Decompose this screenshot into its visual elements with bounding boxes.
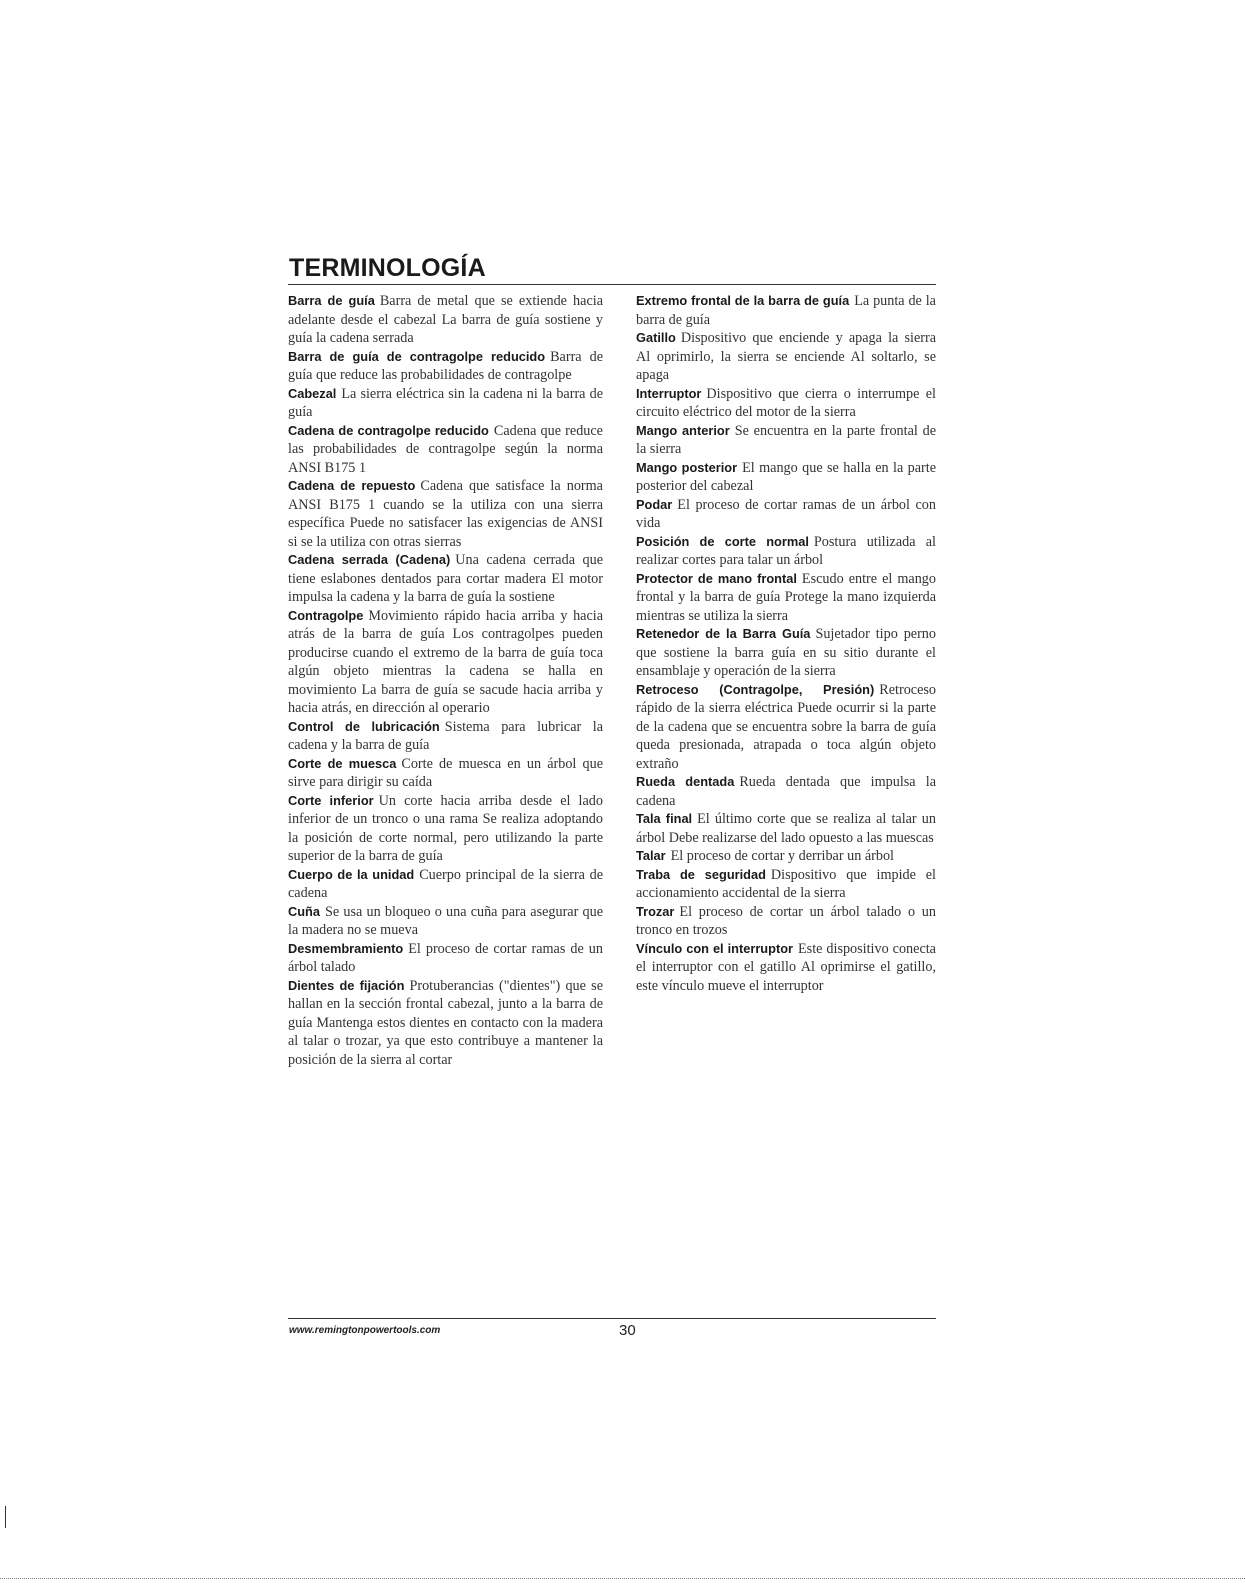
glossary-entry <box>636 681 936 774</box>
glossary-term: Cadena de contragolpe reducido <box>288 422 489 438</box>
glossary-entry <box>288 903 603 940</box>
glossary-entry <box>288 607 603 718</box>
glossary-term: Extremo frontal de la barra de guía <box>636 293 850 308</box>
glossary-definition: Sujetador tipo perno que sostiene la barra guía en su sitio durante el ensamblaje y operación de la sierra <box>636 626 936 679</box>
glossary-entry <box>288 718 603 755</box>
glossary-definition: El último corte que se realiza al talar un árbol Debe realizarse del lado opuesto a las muescas <box>636 811 936 846</box>
glossary-entry <box>636 496 936 533</box>
glossary-column-right <box>636 292 936 995</box>
glossary-term: Corte inferior <box>288 792 374 808</box>
glossary-term: Retenedor de la Barra Guía <box>636 626 811 641</box>
scan-artifact-mark <box>5 1506 6 1528</box>
glossary-term: Mango anterior <box>636 422 730 438</box>
glossary-term: Cabezal <box>288 385 337 401</box>
glossary-definition: Cadena que satisface la norma ANSI B175 1 cuando se la utiliza con una sierra específica Puede no satisfacer las exigencias de ANSI si se la utiliza con otras sierras <box>288 478 603 550</box>
glossary-definition: Una cadena cerrada que tiene eslabones dentados para cortar madera El motor impulsa la cadena y la barra de guía la sostiene <box>288 552 603 605</box>
glossary-definition: Movimiento rápido hacia arriba y hacia atrás de la barra de guía Los contragolpes pueden producirse cuando el extremo de la barra de guía toca algún objeto mientras la cadena se halla en movimiento La barra de guía se sacude hacia arriba y hacia atrás, en dirección al operario <box>288 607 603 716</box>
glossary-term: Barra de guía de contragolpe reducido <box>288 348 546 364</box>
glossary-term: Protector de mano frontal <box>636 570 797 586</box>
glossary-definition: Sistema para lubricar la cadena y la barra de guía <box>288 718 603 753</box>
glossary-definition: El proceso de cortar un árbol talado o un tronco en trozos <box>636 903 936 938</box>
glossary-definition: La sierra eléctrica sin la cadena ni la barra de guía <box>288 385 603 420</box>
glossary-entry <box>636 847 936 866</box>
glossary-term: Desmembramiento <box>288 940 404 956</box>
glossary-term: Contragolpe <box>288 607 364 623</box>
glossary-entry <box>288 755 603 792</box>
glossary-entry <box>288 385 603 422</box>
glossary-entry <box>288 422 603 478</box>
glossary-entry <box>288 551 603 607</box>
glossary-column-left <box>288 292 603 1069</box>
glossary-definition: Barra de guía que reduce las probabilidades de contragolpe <box>288 348 604 383</box>
glossary-entry <box>288 977 603 1070</box>
glossary-entry <box>636 459 936 496</box>
glossary-entry <box>636 533 936 570</box>
glossary-term: Rueda dentada <box>636 774 735 789</box>
glossary-term: Vínculo con el interruptor <box>636 940 793 956</box>
glossary-term: Podar <box>636 496 673 512</box>
glossary-definition: Escudo entre el mango frontal y la barra de guía Protege la mano izquierda mientras se utiliza la sierra <box>636 570 936 624</box>
glossary-term: Cuerpo de la unidad <box>288 866 415 882</box>
glossary-term: Mango posterior <box>636 459 738 475</box>
glossary-definition: El proceso de cortar ramas de un árbol talado <box>288 940 603 975</box>
glossary-entry <box>636 810 936 847</box>
glossary-term: Cadena serrada (Cadena) <box>288 552 451 567</box>
glossary-term: Gatillo <box>636 330 676 345</box>
glossary-definition: Corte de muesca en un árbol que sirve para dirigir su caída <box>288 755 603 790</box>
glossary-term: Talar <box>636 848 666 863</box>
glossary-term: Cadena de repuesto <box>288 478 416 493</box>
glossary-definition: Cuerpo principal de la sierra de cadena <box>288 866 603 901</box>
glossary-definition: El proceso de cortar y derribar un árbol <box>670 848 894 864</box>
glossary-entry <box>288 348 603 385</box>
glossary-definition: Dispositivo que enciende y apaga la sierra Al oprimirlo, la sierra se enciende Al soltarlo, se apaga <box>636 330 936 383</box>
glossary-definition: Este dispositivo conecta el interruptor con el gatillo Al oprimirse el gatillo, este vínculo mueve el interruptor <box>636 940 936 994</box>
glossary-entry <box>636 292 936 329</box>
footer-url: www.remingtonpowertools.com <box>289 1325 441 1336</box>
glossary-definition: La punta de la barra de guía <box>636 293 936 328</box>
glossary-entry <box>636 903 936 940</box>
glossary-term: Cuña <box>288 903 320 919</box>
glossary-entry <box>636 773 936 810</box>
glossary-definition: Protuberancias ("dientes") que se hallan en la sección frontal cabezal, junto a la barra de guía Mantenga estos dientes en contacto con la madera al talar o trozar, ya que esto contribuye a mantener la posición de la sierra al cortar <box>288 977 603 1068</box>
glossary-definition: Se usa un bloqueo o una cuña para asegurar que la madera no se mueva <box>288 903 603 938</box>
glossary-entry <box>636 385 936 422</box>
glossary-entry <box>288 866 603 903</box>
glossary-term: Trozar <box>636 903 675 919</box>
glossary-term: Control de lubricación <box>288 718 440 734</box>
page-number: 30 <box>619 1322 636 1339</box>
glossary-entry <box>636 570 936 626</box>
glossary-entry <box>636 940 936 996</box>
glossary-term: Dientes de fijación <box>288 977 405 993</box>
glossary-definition: Un corte hacia arriba desde el lado inferior de un tronco o una rama Se realiza adoptando la posición de corte normal, pero utilizando la parte superior de la barra de guía <box>288 792 603 864</box>
page-title: TERMINOLOGÍA <box>289 254 486 282</box>
glossary-definition: Dispositivo que impide el accionamiento accidental de la sierra <box>636 866 936 901</box>
glossary-entry <box>288 792 603 866</box>
glossary-entry <box>288 292 603 348</box>
glossary-definition: Cadena que reduce las probabilidades de contragolpe según la norma ANSI B175 1 <box>288 422 603 476</box>
glossary-term: Tala final <box>636 811 693 826</box>
glossary-definition: Rueda dentada que impulsa la cadena <box>636 774 936 809</box>
glossary-term: Corte de muesca <box>288 755 397 771</box>
glossary-entry <box>636 329 936 385</box>
glossary-entry <box>288 940 603 977</box>
glossary-definition: El mango que se halla en la parte posterior del cabezal <box>636 459 936 494</box>
glossary-entry <box>288 477 603 551</box>
glossary-entry <box>636 625 936 681</box>
glossary-term: Traba de seguridad <box>636 866 766 882</box>
glossary-definition: Retroceso rápido de la sierra eléctrica Puede ocurrir si la parte de la cadena que se encuentra sobre la barra de guía queda presionada, atrapada o toca algún objeto extraño <box>636 681 936 772</box>
glossary-term: Barra de guía <box>288 293 375 308</box>
glossary-entry <box>636 422 936 459</box>
glossary-definition: Se encuentra en la parte frontal de la sierra <box>636 422 936 457</box>
glossary-definition: Postura utilizada al realizar cortes para talar un árbol <box>636 533 936 568</box>
footer-divider <box>288 1318 936 1319</box>
glossary-entry <box>636 866 936 903</box>
scan-artifact-edge <box>0 1578 1245 1579</box>
glossary-term: Posición de corte normal <box>636 533 809 549</box>
glossary-term: Retroceso (Contragolpe, Presión) <box>636 681 875 697</box>
glossary-definition: Dispositivo que cierra o interrumpe el circuito eléctrico del motor de la sierra <box>636 385 936 420</box>
title-divider <box>288 284 936 285</box>
glossary-definition: El proceso de cortar ramas de un árbol con vida <box>636 496 936 531</box>
glossary-definition: Barra de metal que se extiende hacia adelante desde el cabezal La barra de guía sostiene y guía la cadena serrada <box>288 293 603 346</box>
glossary-term: Interruptor <box>636 385 702 401</box>
